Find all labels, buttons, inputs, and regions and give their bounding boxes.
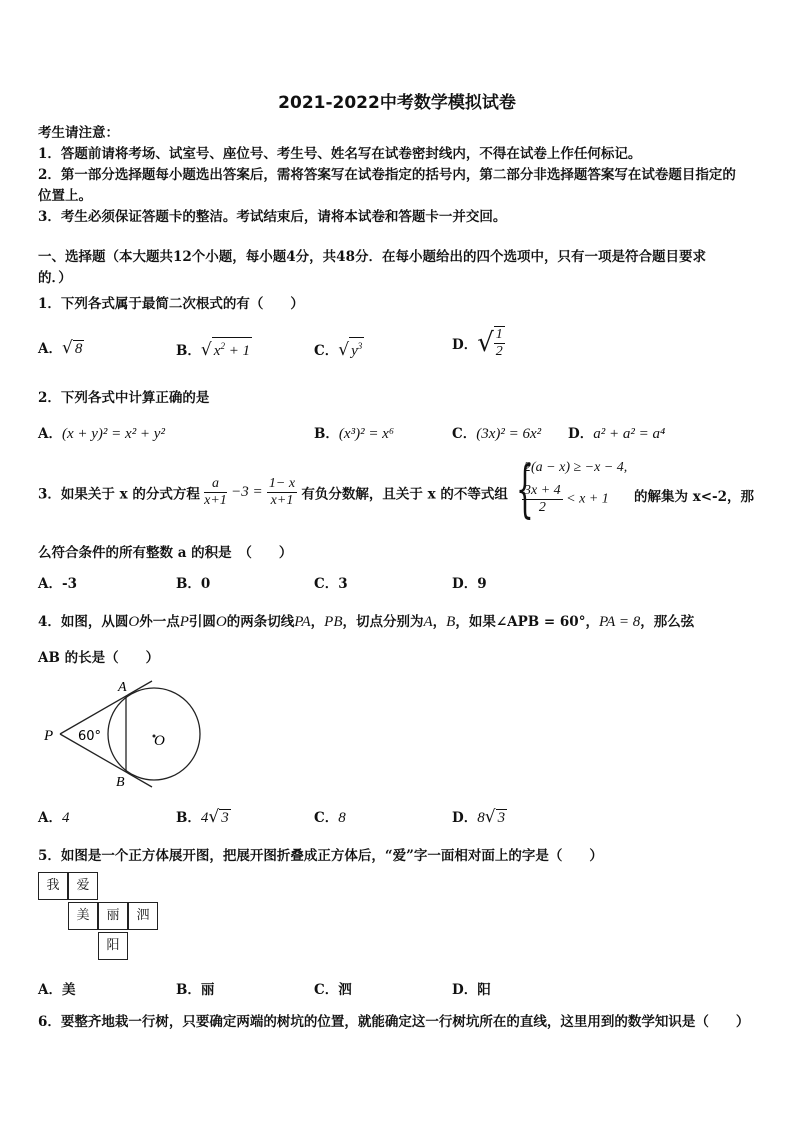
- notice-item-1: 1．答题前请将考场、试室号、座位号、考生号、姓名写在试卷密封线内，不得在试卷上作任何标记。: [38, 146, 642, 162]
- q4-option-a: A．4: [38, 810, 70, 826]
- cube-net-figure: [38, 872, 162, 966]
- inequality-brace: {: [516, 452, 534, 525]
- question-3-stem-end: 么符合条件的所有整数 a 的积是 （ ）: [38, 545, 293, 561]
- label-a: A: [118, 680, 127, 695]
- q3-option-c: C．3: [314, 576, 348, 592]
- q3-inequality-1: 2(a − x) ≥ −x − 4,: [524, 460, 628, 475]
- q2-option-d: D．a² + a² = a⁴: [568, 426, 666, 442]
- q1-a-radicand: 8: [74, 341, 83, 357]
- question-4-stem-cont: AB 的长是（ ）: [38, 650, 160, 666]
- q5-option-c: C．泗: [314, 982, 352, 998]
- question-6-stem: 6．要整齐地栽一行树，只要确定两端的树坑的位置，就能确定这一行树坑所在的直线，这里用到的数学知识是（ ）: [38, 1014, 750, 1030]
- net-cell: 美: [68, 902, 98, 930]
- q1-option-d: D．√ $\frac{1}{2}$: [452, 327, 503, 359]
- q2-option-a: A．(x + y)² = x² + y²: [38, 426, 165, 442]
- net-cell: 丽: [98, 902, 128, 930]
- q2-option-b: B．(x³)² = x⁶: [314, 426, 395, 442]
- q1-option-b: B．√ $x^2 + 1$: [176, 337, 252, 360]
- q1-option-c: C．√ $y^3$: [314, 337, 364, 360]
- q3-option-b: B．0: [176, 576, 211, 592]
- question-1-stem: 1．下列各式属于最简二次根式的有（ ）: [38, 296, 304, 312]
- q1-option-a: A．√ 8: [38, 338, 83, 358]
- tangent-pb: [60, 734, 152, 787]
- notice-item-3: 3．考生必须保证答题卡的整洁。考试结束后，请将本试卷和答题卡一并交回。: [38, 209, 507, 225]
- label-p: P: [44, 728, 54, 744]
- q3-inequality-2: $\frac{3x + 4}{2}$ < x + 1: [524, 483, 609, 515]
- notice-item-2-cont: 位置上。: [38, 188, 92, 204]
- q4-option-c: C．8: [314, 810, 346, 826]
- page-title: 2021-2022中考数学模拟试卷: [278, 93, 516, 113]
- label-b: B: [116, 775, 125, 790]
- q5-option-d: D．阳: [452, 982, 491, 998]
- q5-option-a: A．美: [38, 982, 76, 998]
- section-heading-cont: 的．）: [38, 270, 72, 286]
- net-cell: 爱: [68, 872, 98, 900]
- q3-option-d: D．9: [452, 576, 487, 592]
- question-3-stem: 3．如果关于 x 的分式方程 $\frac{a}{x+1}$ −3 = $\frac{1- x}{x+1}$ 有负分数解，且关于 x 的不等式组: [38, 476, 508, 508]
- label-angle: 60°: [78, 729, 102, 744]
- tangent-circle-figure: [40, 674, 210, 794]
- q2-option-c: C．(3x)² = 6x²: [452, 426, 542, 442]
- question-2-stem: 2．下列各式中计算正确的是: [38, 390, 210, 406]
- question-3-stem-cont: 的解集为 x<-2，那: [634, 489, 755, 505]
- notice-heading: 考生请注意：: [38, 125, 119, 141]
- q4-option-d: D．8√ 3: [452, 807, 506, 827]
- question-4-stem: 4．如图，从圆O外一点P引圆O的两条切线PA，PB，切点分别为A，B，如果∠APB = 60°，PA = 8，那么弦: [38, 614, 695, 630]
- net-cell: 泗: [128, 902, 158, 930]
- label-o: O: [154, 733, 165, 749]
- q4-option-b: B．4√ 3: [176, 807, 229, 827]
- q5-option-b: B．丽: [176, 982, 215, 998]
- q3-option-a: A．-3: [38, 576, 77, 592]
- notice-item-2: 2．第一部分选择题每小题选出答案后，需将答案写在试卷指定的括号内，第二部分非选择题答案写在试卷题目指定的: [38, 167, 736, 183]
- section-heading: 一、选择题（本大题共12个小题，每小题4分，共48分．在每小题给出的四个选项中，只有一项是符合题目要求: [38, 249, 706, 265]
- question-5-stem: 5．如图是一个正方体展开图，把展开图折叠成正方体后，“爱”字一面相对面上的字是（ ）: [38, 848, 603, 864]
- net-cell: 阳: [98, 932, 128, 960]
- net-cell: 我: [38, 872, 68, 900]
- tangent-pa: [60, 681, 152, 734]
